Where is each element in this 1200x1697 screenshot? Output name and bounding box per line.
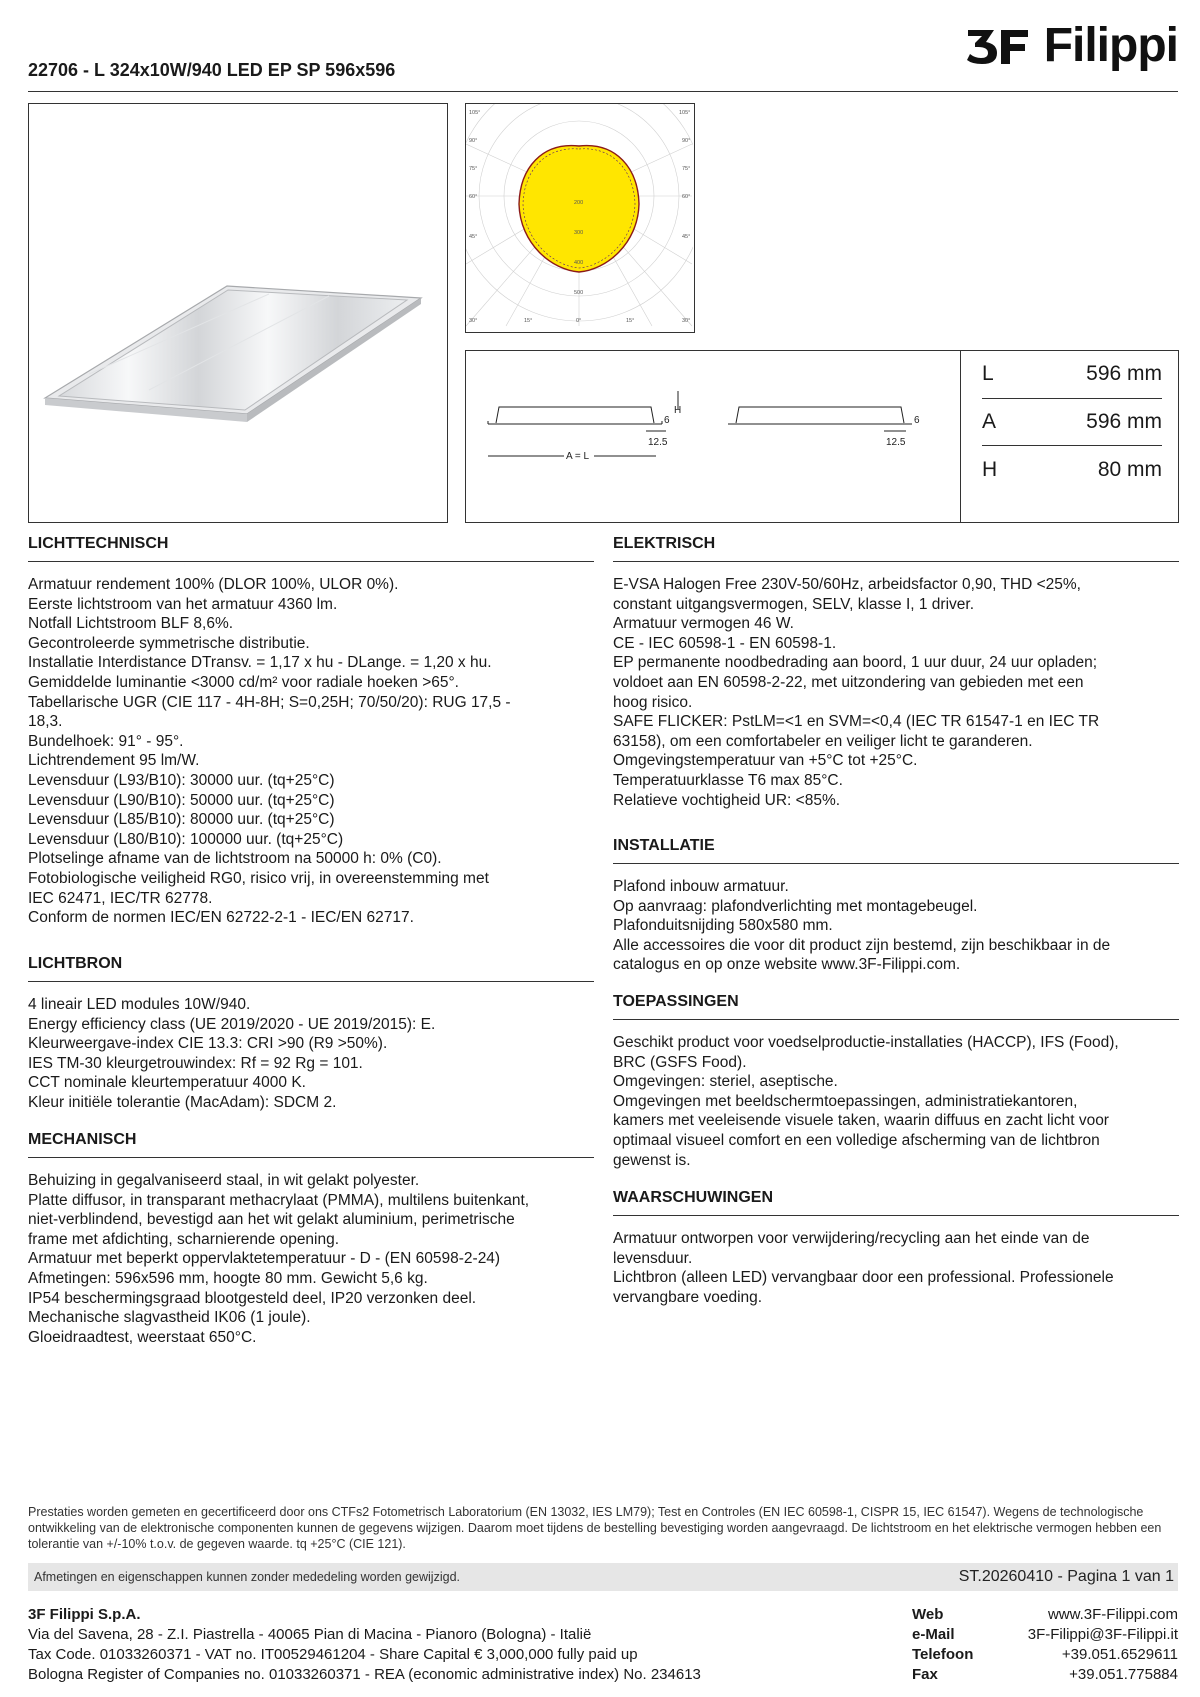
notice-bar: [28, 1563, 1178, 1591]
spec-line: Mechanische slagvastheid IK06 (1 joule).: [28, 1309, 311, 1327]
spec-line: gewenst is.: [613, 1151, 691, 1169]
spec-line: Gemiddelde luminantie <3000 cd/m² voor radiale hoeken >65°.: [28, 673, 459, 691]
spec-line: Op aanvraag: plafondverlichting met montagebeugel.: [613, 897, 978, 915]
spec-line: vervangbare voeding.: [613, 1288, 763, 1306]
spec-line: BRC (GSFS Food).: [613, 1053, 747, 1071]
fax-value: +39.051.775884: [1069, 1666, 1178, 1683]
section-title-lichttechnisch: LICHTTECHNISCH: [28, 535, 594, 562]
spec-line: frame met afdichting, scharnierende opening.: [28, 1230, 340, 1248]
spec-line: kamers met veeleisende visuele taken, waarin diffuus en zacht licht voor: [613, 1112, 1109, 1130]
company-name: 3F Filippi S.p.A.: [28, 1606, 141, 1623]
polar-angle-left-1: 90°: [469, 138, 478, 144]
dimension-label: A: [982, 409, 997, 433]
measurement-disclaimer: Prestaties worden gemeten en gecertificeerd door ons CTFs2 Fotometrisch Laboratorium (EN 13032, IES LM79); Test en Controles (EN IEC 60598-1, CISPR 15, IEC 61547). Wegens de technologische ontwikkeling van de elektronische componenten kunnen de gegevens wijzigen. Daarom moet tijdens de bestelling bevestiging worden aangevraagd. De lichtstroom en het elektrische vermogen hebben een tolerantie van +/-10% t.o.v. de gegeven waarde. tq +25°C (CIE 121).: [28, 1505, 1162, 1551]
polar-angle-right-0: 105°: [679, 110, 691, 116]
polar-angle-right-4: 45°: [682, 234, 691, 240]
section-title-elektrisch: ELEKTRISCH: [613, 535, 1179, 562]
contact-email: [912, 1625, 1178, 1645]
spec-line: hoog risico.: [613, 693, 693, 711]
spec-line: Behuizing in gegalvaniseerd staal, in wit gelakt polyester.: [28, 1172, 420, 1189]
spec-line: Levensduur (L85/B10): 80000 uur. (tq+25°C): [28, 811, 335, 829]
spec-line: optimaal visueel comfort en een volledige afscherming van de lichtbron: [613, 1131, 1100, 1149]
spec-line: 18,3.: [28, 713, 63, 731]
dimension-row-l: [982, 351, 1162, 399]
polar-diagram: [465, 103, 695, 333]
polar-angle-bottom-1: 0°: [576, 318, 582, 324]
spec-line: niet-verblindend, bevestigd aan het wit gelakt aluminium, perimetrische: [28, 1211, 515, 1229]
page-reference: ST.20260410 - Pagina 1 van 1: [958, 1568, 1174, 1585]
spec-line: Alle accessoires die voor dit product zijn bestemd, zijn beschikbaar in de: [613, 936, 1111, 954]
polar-angle-left-5: 30°: [469, 318, 478, 324]
polar-radius-2: 400: [574, 260, 584, 266]
dimension-value: 80 mm: [1097, 457, 1162, 481]
spec-line: 4 lineair LED modules 10W/940.: [28, 996, 251, 1013]
section-title-installatie: INSTALLATIE: [613, 837, 1179, 864]
dimension-value: 596 mm: [1086, 362, 1162, 386]
spec-line: Omgevingen met beeldschermtoepassingen, administratiekantoren,: [613, 1092, 1078, 1110]
phone-value: +39.051.6529611: [1061, 1646, 1178, 1663]
section-title-mechanisch: MECHANISCH: [28, 1131, 594, 1158]
spec-line: Kleur initiële tolerantie (MacAdam): SDCM 2.: [28, 1093, 337, 1111]
spec-line: IES TM-30 kleurgetrouwindex: Rf = 92 Rg = 101.: [28, 1054, 363, 1072]
spec-line: E-VSA Halogen Free 230V-50/60Hz, arbeidsfactor 0,90, THD <25%,: [613, 576, 1081, 593]
polar-angle-left-4: 45°: [469, 234, 478, 240]
spec-line: Geschikt product voor voedselproductie-installaties (HACCP), IFS (Food),: [613, 1034, 1119, 1051]
spec-line: CCT nominale kleurtemperatuur 4000 K.: [28, 1074, 306, 1092]
spec-line: Bundelhoek: 91° - 95°.: [28, 732, 184, 750]
spec-line: Lichtrendement 95 lm/W.: [28, 752, 200, 770]
dimensions-table: [982, 351, 1162, 494]
product-title: 22706 - L 324x10W/940 LED EP SP 596x596: [28, 60, 396, 80]
spec-line: Platte diffusor, in transparant methacrylaat (PMMA), multilens buitenkant,: [28, 1191, 530, 1209]
spec-line: Plafonduitsnijding 580x580 mm.: [613, 917, 833, 935]
spec-line: Relatieve vochtigheid UR: <85%.: [613, 791, 841, 809]
spec-line: Fotobiologische veiligheid RG0, risico vrij, in overeenstemming met: [28, 869, 489, 887]
polar-angle-bottom-0: 15°: [524, 318, 533, 324]
spec-line: IEC 62471, IEC/TR 62778.: [28, 889, 213, 907]
spec-line: Eerste lichtstroom van het armatuur 4360 lm.: [28, 595, 338, 613]
brand-name: Filippi: [1043, 19, 1178, 72]
spec-line: Armatuur rendement 100% (DLOR 100%, ULOR 0%).: [28, 576, 399, 593]
polar-angle-left-3: 60°: [469, 194, 478, 200]
spec-line: Levensduur (L93/B10): 30000 uur. (tq+25°C): [28, 771, 335, 789]
dimension-row-a: [982, 399, 1162, 447]
section-body-installatie: [613, 877, 1179, 975]
website-link[interactable]: www.3F-Filippi.com: [1047, 1606, 1178, 1623]
dimension-label: L: [982, 362, 994, 386]
section-title-waarschuwingen: WAARSCHUWINGEN: [613, 1189, 1179, 1216]
polar-angle-right-3: 60°: [682, 194, 691, 200]
polar-angle-right-5: 30°: [682, 318, 691, 324]
dimensions-panel: [465, 350, 1179, 523]
spec-line: Omgevingen: steriel, aseptische.: [613, 1073, 838, 1091]
contact-list: [912, 1605, 1178, 1685]
spec-line: levensduur.: [613, 1249, 693, 1267]
spec-line: Armatuur vermogen 46 W.: [613, 615, 794, 633]
spec-line: Kleurweergave-index CIE 13.3: CRI >90 (R9 >50%).: [28, 1035, 388, 1053]
spec-line: Levensduur (L80/B10): 100000 uur. (tq+25°C): [28, 830, 344, 848]
company-tax-info: Tax Code. 01033260371 - VAT no. IT00529461204 - Share Capital € 3,000,000 fully paid up: [28, 1646, 638, 1663]
spec-line: Afmetingen: 596x596 mm, hoogte 80 mm. Gewicht 5,6 kg.: [28, 1269, 428, 1287]
polar-radius-1: 300: [574, 230, 584, 236]
contact-key: Fax: [912, 1666, 938, 1683]
polar-angle-right-2: 75°: [682, 166, 691, 172]
spec-line: CE - IEC 60598-1 - EN 60598-1.: [613, 634, 837, 652]
polar-angle-left-0: 105°: [469, 110, 481, 116]
spec-line: Omgevingstemperatuur van +5°C tot +25°C.: [613, 752, 918, 770]
spec-line: voldoet aan EN 60598-2-22, met uitzondering van gebieden met een: [613, 673, 1084, 691]
spec-line: Installatie Interdistance DTransv. = 1,17 x hu - DLange. = 1,20 x hu.: [28, 654, 492, 672]
spec-line: Lichtbron (alleen LED) vervangbaar door een professional. Professionele: [613, 1269, 1114, 1287]
contact-phone: [912, 1645, 1178, 1665]
section-body-mechanisch: [28, 1171, 594, 1347]
section-body-toepassingen: [613, 1033, 1179, 1170]
spec-line: SAFE FLICKER: PstLM=<1 en SVM=<0,4 (IEC TR 61547-1 en IEC TR: [613, 713, 1100, 731]
company-info: [28, 1605, 701, 1685]
polar-angle-left-2: 75°: [469, 166, 478, 172]
spec-line: Temperatuurklasse T6 max 85°C.: [613, 771, 843, 789]
change-notice: Afmetingen en eigenschappen kunnen zonder mededeling worden gewijzigd.: [34, 1570, 460, 1584]
dimension-value: 596 mm: [1086, 409, 1162, 433]
polar-angle-right-1: 90°: [682, 138, 691, 144]
section-body-waarschuwingen: [613, 1229, 1179, 1307]
contact-fax: [912, 1665, 1178, 1685]
spec-line: constant uitgangsvermogen, SELV, klasse I, 1 driver.: [613, 595, 975, 613]
company-register: Bologna Register of Companies no. 01033260371 - REA (economic administrative index) No. 234613: [28, 1666, 701, 1683]
contact-key: Web: [912, 1606, 944, 1623]
section-title-lichtbron: LICHTBRON: [28, 955, 594, 982]
dim-label-twelve-b: 12.5: [886, 437, 906, 448]
luminaire-image: [29, 104, 446, 521]
section-title-toepassingen: TOEPASSINGEN: [613, 993, 1179, 1020]
polar-angle-bottom-2: 15°: [626, 318, 635, 324]
spec-line: Notfall Lichtstroom BLF 8,6%.: [28, 615, 234, 633]
spec-line: Gloeidraadtest, weerstaat 650°C.: [28, 1328, 257, 1346]
section-body-lichtbron: [28, 995, 594, 1113]
email-link[interactable]: 3F-Filippi@3F-Filippi.it: [1027, 1626, 1178, 1643]
dim-label-six-a: 6: [664, 415, 670, 426]
dim-label-twelve-a: 12.5: [648, 437, 668, 448]
company-address: Via del Savena, 28 - Z.I. Piastrella - 40065 Pian di Macina - Pianoro (Bologna) - Italië: [28, 1626, 592, 1643]
section-body-lichttechnisch: [28, 575, 594, 928]
3f-logo-icon: [966, 26, 1032, 66]
spec-line: Tabellarische UGR (CIE 117 - 4H-8H; S=0,25H; 70/50/20): RUG 17,5 -: [28, 693, 511, 711]
dim-label-a-eq-l: A = L: [566, 451, 590, 462]
spec-line: Plotselinge afname van de lichtstroom na 50000 h: 0% (C0).: [28, 850, 442, 868]
header-divider: [28, 91, 1178, 92]
product-photo: [28, 103, 448, 523]
section-body-elektrisch: [613, 575, 1179, 810]
dimension-row-h: [982, 446, 1162, 494]
spec-line: IP54 beschermingsgraad blootgesteld deel, IP20 verzonken deel.: [28, 1289, 477, 1307]
spec-line: Levensduur (L90/B10): 50000 uur. (tq+25°C): [28, 791, 335, 809]
contact-web: [912, 1605, 1178, 1625]
polar-radius-3: 500: [574, 290, 584, 296]
spec-line: Gecontroleerde symmetrische distributie.: [28, 634, 310, 652]
dim-label-six-b: 6: [914, 415, 920, 426]
spec-line: Conform de normen IEC/EN 62722-2-1 - IEC/EN 62717.: [28, 909, 414, 927]
spec-line: Energy efficiency class (UE 2019/2020 - UE 2019/2015): E.: [28, 1015, 436, 1033]
spec-line: Armatuur ontworpen voor verwijdering/recycling aan het einde van de: [613, 1230, 1090, 1247]
spec-line: Plafond inbouw armatuur.: [613, 878, 789, 895]
spec-line: Armatuur met beperkt oppervlaktetemperatuur - D - (EN 60598-2-24): [28, 1250, 501, 1268]
dimension-label: H: [982, 457, 998, 481]
dim-label-h: H: [674, 405, 682, 416]
spec-line: 63158), om een comfortabeler en veiliger licht te garanderen.: [613, 732, 1033, 750]
contact-key: e-Mail: [912, 1626, 955, 1643]
polar-radius-0: 200: [574, 200, 584, 206]
contact-key: Telefoon: [912, 1646, 974, 1663]
spec-line: catalogus en op onze website www.3F-Filippi.com.: [613, 956, 961, 974]
brand-logo: [966, 19, 1178, 72]
spec-line: EP permanente noodbedrading aan boord, 1 uur duur, 24 uur opladen;: [613, 654, 1098, 672]
dimension-drawing: [466, 351, 961, 522]
